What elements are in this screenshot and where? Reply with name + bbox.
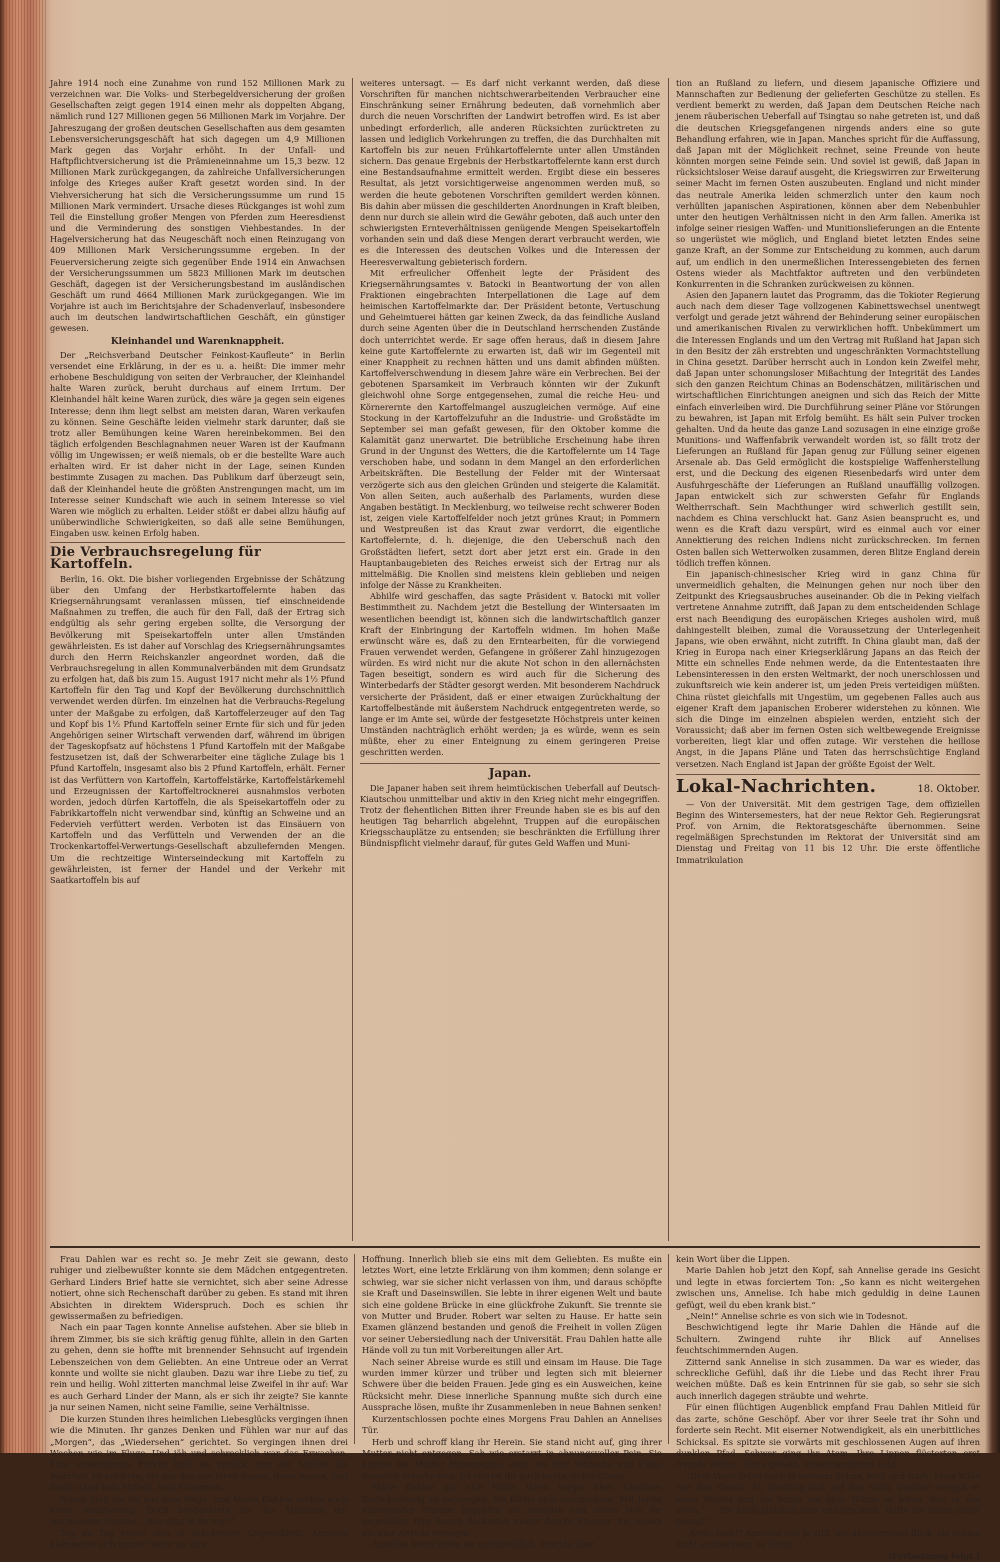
paragraph: Tag an Tag reihte sich in drückender Ungewißheit. Annelise klammerte sich immer fester an ihre (50, 1527, 348, 1550)
paragraph: Nach ein paar Tagen konnte Annelise aufstehen. Aber sie blieb in ihrem Zimmer, bis sie sich kräftig genug fühlte, allein in den Garten zu gehen, denn sie hoffte mit brennender Sehnsucht auf irgendein Lebenszeichen von dem Geliebten. An eine Untreue oder an Verrat konnte und wollte sie nicht glauben. Dazu war ihre Liebe zu tief, zu rein und heilig. Wohl zitterten manchmal leise Zweifel in ihr auf: War es auch Gerhard Linder der Mann, als er sich ihr zeigte? Sie kannte ja nur seinen Namen, nicht seine Familie, seine Verhältnisse. (50, 1322, 348, 1413)
column-rule (668, 78, 669, 1241)
serial-column-3 (676, 1254, 981, 1561)
serial-column-2 (362, 1254, 662, 1550)
paragraph: Abhilfe wird geschaffen, das sagte Präsident v. Batocki mit voller Bestimmtheit zu. Nachdem jetzt die Bestellung der Wintersaaten im wesentlichen beendigt ist, können sich die landwirtschaftlich ganzer Kraft der Einbringung der Kartoffeln widmen. Im hohen Maße erwünscht wäre es, daß zu den Erntearbeiten, für die vorwiegend Frauen verwendet werden, Gefangene in größerer Zahl hinzugezogen würden. Es wird nicht nur die akute Not schon in den allernächsten Tagen beseitigt, sondern es wird auch für die Sicherung des Winterbedarfs der Städter gesorgt werden. Mit besonderem Nachdruck versicherte der Präsident, daß er einer etwaigen Zurückhaltung der Kartoffelbestände mit äußerstem Nachdruck entgegentreten werde, so lange er im Amte sei, würde der festgesetzte Höchstpreis unter keinen Umständen nachträglich erhöht werden; ja es würde, wenn es sein müßte, eher zu einer Enteignung zu einem geringeren Preise geschritten werden. (360, 591, 660, 758)
insurance-report-text (50, 78, 345, 335)
column-1-upper (50, 78, 345, 1241)
serial-text-2 (362, 1254, 662, 1551)
paragraph: Der „Reichsverband Deutscher Feinkost-Kaufleute“ in Berlin versendet eine Erklärung, in der es u. a. heißt: Die immer mehr erhobene Beschuldigung von seiten der Verbraucher, der Kleinhandel halte Waren zurück, beruht durchaus auf einem Irrtum. Der Kleinhandel hält keine Waren zurück, dies wäre ja gegen sein eigenes Interesse; denn ihm liegt selbst am meisten daran, Waren verkaufen zu können. Seine Geschäfte leiden vielmehr stark darunter, daß sie trotz aller Bemühungen keine Waren hereinbekommen. Bei den täglich erfolgenden Beschlagnahmen neuer Waren ist der Kaufmann völlig im Ungewissen; er weiß niemals, ob er die bestellte Ware auch erhalten wird. Er ist daher nicht in der Lage, seinen Kunden bestimmte Zusagen zu machen. Das Publikum darf überzeugt sein, daß der Kleinhandel heute die größten Anstrengungen macht, um im Interesse seiner Kundschaft wie auch in seinem Interesse so viel Waren wie möglich zu erhalten. Leider stößt er dabei allzu häufig auf unüberwindliche Schwierigkeiten, so daß alle seine Bemühungen, Eingaben usw. keinen Erfolg haben. (50, 349, 345, 539)
paragraph: Marie Dahlen gab sich Mühe, ihren Aerger über Annelises Zurückhaltung zu verbergen. Sie fühlte sich durchschaut. Mit leicht vibrierender Stimme begrüßte sie Annelise und setzte sich ihr gegenüber. Ihre Augen flackerten unstet durchs Zimmer. Sie schien um eine Anrede verlegen. (362, 1482, 662, 1538)
paragraph: Die Japaner haben seit ihrem heimtückischen Ueberfall auf Deutsch-Kiautschou unmittelbar und aktiv in den Krieg nicht mehr eingegriffen. Trotz der flehentlichen Bitten ihrer Freunde haben sie es bis auf den heutigen Tag beharrlich abgelehnt, Truppen auf die europäischen Kriegsschauplätze zu entsenden; sie beschränkten die Erfüllung ihrer Bündnispflicht vielmehr darauf, für gutes Geld Waffen und Muni- (360, 782, 660, 849)
paragraph: weiteres untersagt. — Es darf nicht verkannt werden, daß diese Vorschriften für manchen nichtschwerarbeitenden Verbraucher eine Einschränkung seiner Ernährung bedeuten, daß vornehmlich aber durch die neuen Vorschriften der Landwirt betroffen wird. Es ist aber unbedingt erforderlich, alle anderen Rücksichten zurücktreten zu lassen und lediglich Vorkehrungen zu treffen, die das Durchhalten mit Kartoffeln bis zur neuen Frühkartoffelernte unter allen Umständen sichern. Das genaue Ergebnis der Herbstkartoffelernte kann erst durch eine Bestandsaufnahme ermittelt werden. Ergibt diese ein besseres Resultat, als jetzt vorsichtigerweise angenommen werden muß, so werden die heute gebotenen Vorschriften gemildert werden können. Bis dahin aber müssen die geschilderten Anordnungen in Kraft bleiben, denn nur durch sie allein wird die Gewähr geboten, daß auch unter den schwierigsten Ernteverhältnissen genügende Mengen Speisekartoffeln vorhanden sein und daß diese Mengen derart verbraucht werden, wie es die Interessen des deutschen Volkes und die Interessen der Heeresverwaltung gebieterisch fordern. (360, 78, 660, 267)
divider (360, 763, 660, 764)
paragraph: Zitternd sank Annelise in sich zusammen. Da war es wieder, das schreckliche Gefühl, daß ihr die Liebe und das Recht ihrer Frau weichen müßte. Daß es kein Entrinnen für sie gab, so sehr sie sich auch innerlich dagegen sträubte und wehrte. (676, 1356, 980, 1401)
kartoffeln-article-continued (360, 78, 660, 759)
bound-page-edges (0, 0, 48, 1453)
headline-lokal-nachrichten: Lokal-Nachrichten. (676, 775, 877, 797)
column-rule (352, 78, 353, 1241)
column-3-upper (676, 78, 980, 1241)
paragraph: Asien den Japanern lautet das Programm, das die Tokioter Regierung auch nach dem dieser Tage vollzogenen Kabinettswechsel unentwegt verfolgt und gerade jetzt während der Behinderung seiner europäischen und amerikanischen Rivalen zu verwirklichen hofft. Unbekümmert um die Interessen Englands und um den Vertrag mit Rußland hat Japan sich in den Besitz der zäh erstrebten und ungeschränkten Vormachtstellung in China gesetzt. Darüber herrscht auch in London kein Zweifel mehr, daß Japan unter schonungsloser Mißachtung der Integrität des Landes sich den ganzen Reichtum Chinas an Bodenschätzen, militärischen und wirtschaftlichen Einrichtungen aneignen und sich das Reich der Mitte einfach einverleiben wird. Die Durchführung seiner Pläne vor Störungen zu bewahren, ist Japan mit Erfolg bemüht. Es hält sein Pulver trocken gehalten. Und da heute das ganze Land sozusagen in eine einzige große Munitions- und Waffenfabrik verwandelt worden ist, so fällt trotz der Lieferungen an Rußland für Japan genug zur Füllung seiner eigenen Arsenale ab. Das Geld ermöglicht die kostspielige Waffenherstellung erst, und die Deckung des eigenen Riesenbedarfs wird unter dem Ausfuhrgeschäfte der Lieferungen an Rußland unauffällig vollzogen. Japan entwickelt sich zur schwersten Gefahr für Englands Weltherrschaft. Sein Machthunger wird schwerlich gestillt sein, nachdem es China verschluckt hat. Ganz Asien beansprucht es, und wenn es die Kraft dazu verspürt, wird es einmal auch vor einer Annektierung des reichen Indiens nicht zurückschrecken. Im fernen Osten ballen sich Wetterwolken zusammen, deren Blitze England derein tödlich treffen können. (676, 289, 980, 568)
headline-japan: Japan. (488, 765, 532, 780)
paragraph: Berlin, 16. Okt. Die bisher vorliegenden Ergebnisse der Schätzung über den Umfang der Herbstkartoffelernte haben das Kriegsernährungsamt veranlassen müssen, tief einschneidende Maßnahmen zu treffen, die auch für den Fall, daß der Ertrag sich endgültig als sehr gering ergeben sollte, die Versorgung der Bevölkerung mit Speisekartoffeln unter allen Umständen gewährleisten. Es ist daher auf Vorschlag des Kriegsernährungsamtes durch den Herrn Reichskanzler angeordnet worden, daß die Verbrauchsregelung in allen Kommunalverbänden mit dem Grundsatz zu erfolgen hat, daß bis zum 15. August 1917 nicht mehr als 1½ Pfund Kartoffeln für den Tag und Kopf der Bevölkerung durchschnittlich verwendet werden dürfen. Im einzelnen hat die Verbrauchs-Regelung unter der Maßgabe zu erfolgen, daß Kartoffelerzeuger auf den Tag und Kopf bis 1½ Pfund Kartoffeln seiner Ernte für sich und für jeden Angehörigen seiner Wirtschaft verwenden darf, während im übrigen der Tageskopfsatz auf höchstens 1 Pfund Kartoffeln mit der Maßgabe festzusetzen ist, daß der Schwerarbeiter eine tägliche Zulage bis 1 Pfund Kartoffeln, insgesamt also bis 2 Pfund Kartoffeln, erhält. Ferner ist das Verfüttern von Kartoffeln, Kartoffelstärke, Kartoffelstärkemehl und Erzeugnissen der Kartoffeltrocknerei ausnahmslos verboten worden, jedoch dürfen Kartoffeln, die als Speisekartoffeln oder zu Fabrikkartoffeln nicht verwendbar sind, künftig an Schweine und an Federvieh verfüttert werden. Verboten ist das Einsäuern von Kartoffeln und das Verfütteln und Verwenden der an die Trockenkartoffel-Verwertungs-Gesellschaft abzuliefernden Mengen. Um die rechtzeitige Winterseindeckung mit Kartoffeln zu gewährleisten, ist ferner der Handel und der Verkehr mit Saatkartoffeln bis auf (50, 573, 345, 885)
paragraph: Für einen flüchtigen Augenblick empfand Frau Dahlen Mitleid für das zarte, schöne Geschöpf. Aber vor ihrer Seele trat ihr Sohn und forderte sein Recht. Mit eiserner Notwendigkeit, als ein unerbittliches Schicksal. Es spitzte sie vorwärts mit geschlossenen Augen auf ihren dunklen Pfad. Schwer ging ihr Atem. Ihre Lippen flüsterten erst fremde Worte: „Von eigenem, unverstandenem Leid.“ (676, 1402, 980, 1470)
paragraph: „Nein, nein!“ Annelise saß ja still, mit abwesendem Blick, sie schien nicht aufmerksam zu hören. (676, 1527, 980, 1550)
kartoffeln-article-text (50, 574, 345, 886)
paragraph: Frau Dahlen war es recht so. Je mehr Zeit sie gewann, desto ruhiger und zielbewußter konnte sie dem Mädchen entgegentreten. Gerhard Linders Brief hatte sie vernichtet, sich aber seine Adresse notiert, ohne sich Rechenschaft darüber zu geben. Es stand mit ihren Absichten in direktem Widerspruch. Doch es schien ihr gewissermaßen zu befriedigen. (50, 1254, 348, 1322)
divider (676, 774, 980, 775)
serial-text-1 (50, 1254, 348, 1551)
serial-text-3 (676, 1254, 980, 1551)
kleinhandel-article-text (50, 350, 345, 540)
paragraph: Herb und schroff klang ihr Herein. Sie stand nicht auf, ging ihrer Mutter nicht entgegen. Sah wie erstarrt in ahnungsvoller Pein. Sie kannte der Mutter Mienenspiel, wenn sie ihre Wünsche und Pläne innerlich verarbeitete. Es verriet ihr auch heute nichts Gutes. (362, 1436, 662, 1481)
paragraph: — Von der Universität. Mit dem gestrigen Tage, dem offiziellen Beginn des Wintersemesters, hat der neue Rektor Geh. Regierungsrat Prof. von Arnim, die Rektoratsgeschäfte übernommen. Seine regelmäßigen Sprechstunden im Rektorat der Universität sind am Dienstag und Freitag von 11 bis 12 Uhr. Die erste öffentliche Immatrikulation (676, 798, 980, 865)
newspaper-page (50, 78, 981, 1561)
paragraph: Marie Dahlen hob jetzt den Kopf, sah Annelise gerade ins Gesicht und legte in etwas forciertem Ton: „So kann es nicht weitergehen zwischen uns, Annelise. Ich habe mich geduldig in deine Launen gefügt, weil du eben krank bist.“ (676, 1265, 980, 1310)
paragraph: Beschwichtigend legte ihr Marie Dahlen die Hände auf die Schultern. Zwingend ruhte ihr Blick auf Annelises feuchtschimmernden Augen. (676, 1322, 980, 1356)
paragraph: tion an Rußland zu liefern, und diesem japanische Offiziere und Mannschaften zur Bedienung der gelieferten Geschütze zu stellen. Es verdient bemerkt zu werden, daß Japan dem Deutschen Reiche nach jenem räuberischen Ueberfall auf Tsingtau so nahe getreten ist, und daß die deutschen Kriegsgefangenen nirgends anders eine so gute Behandlung erfahren, wie in Japan. Manches spricht für die Auffassung, daß Japan mit der Möglichkeit rechnet, seine Freunde von heute könnten morgen seine Feinde sein. Und soviel ist gewiß, daß Japan in rücksichtsloser Weise darauf ausgeht, die Kriegswirren zur Erweiterung seiner Macht im fernen Osten auszubeuten. England und nicht minder das neutrale Amerika leiden schmerzlich unter den kaum noch verhüllten japanischen Aspirationen, können aber dem Nebenbuhler unter den heutigen Verhältnissen nicht in den Arm fallen. Amerika ist infolge seiner riesigen Waffen- und Munitionslieferungen an die Entente so ungerüstet wie möglich, und England bietet letzten Endes seine ganze Kraft, an der Somme zur Entscheidung zu kommen, auch darum auf, um endlich in den unermeßlichen Interessengebieten des fernen Ostens wieder als Machtfaktor auftreten und den verbündeten Konkurrenten in die Schranken zurückweisen zu können. (676, 78, 980, 289)
paragraph: Ein japanisch-chinesischer Krieg wird in ganz China für unvermeidlich gehalten, die Meinungen gehen nur noch über den Zeitpunkt des Kriegsausbruches auseinander. Ob die in Peking vielfach vertretene Annahme zutrifft, daß Japan zu dem entscheidenden Schlage erst nach Beendigung des europäischen Krieges ausholen wird, muß dahingestellt bleiben, zumal die Voraussetzung der Unterlegenheit Japans, wie oben erwähnt, nicht zutrifft. In China glaubt man, daß der Krieg in Europa nach einer Kriegserklärung Japans an das Reich der Mitte ein schnelles Ende nehmen werde, da die Ententestaaten ihre Lebensinteressen in den ersten Weltmarkt, der noch unerschlossen und zukunftsreich wie kein anderer ist, um jeden Preis verteidigen müßten. China rüstet gleichfalls mit Ungestüm, um gegebenen Falles auch aus eigener Kraft dem japanischen Eroberer widerstehen zu können. Wie sich die Dinge im einzelnen abspielen werden, entzieht sich der Voraussicht; daß aber im fernen Osten sich weltbewegende Ereignisse vorbereiten, liegt klar und offen zutage. Wir verstehen die heillose Angst, in die Japans Pläne und Taten das herrschsüchtige England versetzen. Nach England ist Japan der größte Egoist der Welt. (676, 568, 980, 769)
japan-article-continued (676, 78, 980, 770)
column-rule (668, 1254, 669, 1444)
paragraph: Jahre 1914 noch eine Zunahme von rund 152 Millionen Mark zu verzeichnen war. Die Volks- und Sterbegeldversicherung der großen Gesellschaften zeigt gegen 1914 einen mehr als doppelten Abgang, nämlich rund 127 Millionen gegen 56 Millionen Mark im Vorjahre. Der Jahreszugang der großen deutschen Gesellschaften aus dem gesamten Lebensversicherungsgeschäft hat sich dagegen um 4,9 Millionen Mark gegen das Vorjahr erhöht. In der Unfall- und Haftpflichtversicherung ist die Prämieneinnahme um 15,3 bezw. 12 Millionen Mark zurückgegangen, da zahlreiche Unfallversicherungen infolge des Krieges außer Kraft gesetzt worden sind. In der Viehversicherung hat sich die Versicherungssumme um rund 15 Millionen Mark vermindert. Ursache dieses Rückganges ist wohl zum Teil die Einstellung großer Mengen von Pferden zum Heeresdienst und die Verminderung des sonstigen Viehbestandes. In der Hagelversicherung hat das Neugeschäft noch einen Reinzugang von 409 Millionen Mark Versicherungssumme ergeben. In der Feuerversicherung zeigte sich gegenüber Ende 1914 ein Anwachsen der Versicherungssummen um 5823 Millionen Mark im deutschen Geschäft, dagegen ist der Versicherungsbestand im ausländischen Geschäft um rund 4664 Millionen Mark zurückgegangen. Wie im Vorjahre ist auch im Berichtsjahre der Schadenverlauf, insbesondere auch im deutschen landwirtschaftlichen Geschäft, ein günstiger gewesen. (50, 78, 345, 334)
lokal-date: 18. Oktober. (917, 783, 980, 795)
paragraph: Nach seiner Abreise wurde es still und einsam im Hause. Die Tage wurden immer kürzer und trüber und legten sich mit bleierner Schwere über die beiden Frauen. Jede ging es ein Ausweichen, keine Rücksicht mehr. Diese innerliche Spannung mußte sich durch eine Aussprache lösen, mußte ihr Zusammenleben in neue Bahnen senken! (362, 1356, 662, 1413)
divider (50, 542, 345, 543)
feuilleton-divider (50, 1246, 980, 1248)
lokal-header (676, 775, 980, 797)
paragraph: kein Wort über die Lippen. (676, 1254, 790, 1264)
lokal-news-text (676, 799, 980, 866)
paragraph: Mit erfreulicher Offenheit legte der Präsident des Kriegsernährungsamtes v. Batocki in Beantwortung der von allen Fraktionen eingebrachten Interpellationen die Lage auf dem heimischen Kartoffelmarkte dar. Der Präsident betonte, Vertuschung und Geheimtuerei hätten gar keinen Zweck, da das feindliche Ausland durch seine Agenten über die in Deutschland herrschenden Zustände doch unterrichtet werde. Er sage offen heraus, daß in diesem Jahre keine gute Kartoffelernte zu erwarten ist, daß wir im Gegenteil mit einer Knappheit zu rechnen hätten und uns damit abfinden müßten. Kartoffelverschwendung in diesem Jahre wäre ein Verbrechen. Bei der gebotenen Sparsamkeit im Verbrauch könnten wir der Zukunft gleichwohl ohne Sorge entgegensehen, zumal die reiche Heu- und Körnerernte den Kartoffelmangel auszugleichen vermöge. Auf eine Stockung in der Kartoffelzufuhr an die Industrie- und Großstädte im September sei man gefaßt gewesen, für den Oktober komme die Kalamität ganz unerwartet. Die betrübliche Erscheinung habe ihren Grund in der Ungunst des Wetters, die die Kartoffelernte um 14 Tage verschoben habe, und sodann in dem Mangel an den erforderlichen Arbeitskräften. Die Bestellung der Felder mit der Wintersaat verzögerte sich aus den gleichen Gründen und steigerte die Kalamität. Von allen Seiten, auch außerhalb des Parlaments, wurden diese Angaben bestätigt. In Mecklenburg, wo teilweise recht schwerer Boden ist, zeigen viele Kartoffelfelder noch jetzt grünes Kraut; in Pommern und Westpreußen ist das Kraut zwar verdorrt, die eigentliche Kartoffelernte, d. h. diejenige, die den Ueberschuß nach den Großstädten liefert, setzt dort aber jetzt erst ein. Grade in den Hauptanbaugebieten des Reiches erweist sich der Ertrag nur als mittelmäßig. Die Knollen sind meistens klein geblieben und neigen infolge der Nässe zu Krankheiten. (360, 267, 660, 591)
paragraph: „Dein Vater liebte mich in meinem Sohne, heiß und stark. Mein Wille war ihm Gesetz. Es übertrug sich auf den Sohn. Darüber vergaß er seine Mutter und die Sorge um dich. Würde er leben, täte er das selbe.“ — Sie blieb plötzlich inne und erschrak. Hatte sie schon zuviel gesagt? (676, 1470, 981, 1527)
serial-continued-note: (Fortsetzung folgt.) (888, 1550, 980, 1561)
column-rule (354, 1254, 355, 1444)
paragraph: Kurzentschlossen pochte eines Morgens Frau Dahlen an Annelises Tür. (362, 1413, 662, 1436)
column-2-upper (360, 78, 660, 1241)
serial-column-1 (50, 1254, 348, 1550)
paragraph: „Nein!“ Annelise schrie es von sich wie in Todesnot. (686, 1311, 908, 1322)
paragraph: Die kurzen Stunden ihres heimlichen Liebesglücks vergingen ihnen wie die Minuten. Ihr ganzes Denken und Fühlen war nur auf das „Morgen“, das „Wiedersehen“ gerichtet. So vergingen ihnen drei Wochen wie im Fluge. Und jäh und schrecklich war das Erwachen. Eine unbestimmte Furcht hielt sie zurück, von der Mutter die Wahrheit zu erfahren, sie sah das aus ihren Augen, ihren Augen, und darin stand kein Mitleid, kein Erbarmen. (50, 1413, 348, 1493)
paragraph: Hoffnung. Innerlich blieb sie eins mit dem Geliebten. Es mußte ein letztes Wort, eine letzte Erklärung von ihm kommen; denn solange er schwieg, war sie sicher nicht verlassen von ihm, und daraus schöpfte sie Kraft und Daseinswillen. Sie lebte in ihrer eigenen Welt und baute sich eine goldene Brücke in eine glückfrohe Zukunft. Sie trennte sie von Mutter und Bruder. Robert war selten zu Hause. Er hatte sein Examen glänzend bestanden und genoß die Freiheit in vollen Zügen vor seiner Uebersiedlung nach der Universität. Frau Dahlen hatte alle Hände voll zu tun mit Vorbereitungen aller Art. (362, 1254, 662, 1356)
section-heading-kleinhandel: Kleinhandel und Warenknappheit. (110, 336, 285, 347)
japan-article-text (360, 783, 660, 850)
paragraph: Annelise betrachtete sie nachdenklich, brachte aber (372, 1539, 595, 1550)
paragraph: Scheu ging sie ihr aus dem Wege, und Marie Dahlen suchte auch keine Annäherung. Doch beobachtete sie das Mädchen mit wachsender Unruhe. „Was ging in ihr vor?“ (50, 1493, 348, 1527)
headline-kartoffeln: Die Verbrauchsregelung für Kartoffeln. (50, 545, 262, 572)
